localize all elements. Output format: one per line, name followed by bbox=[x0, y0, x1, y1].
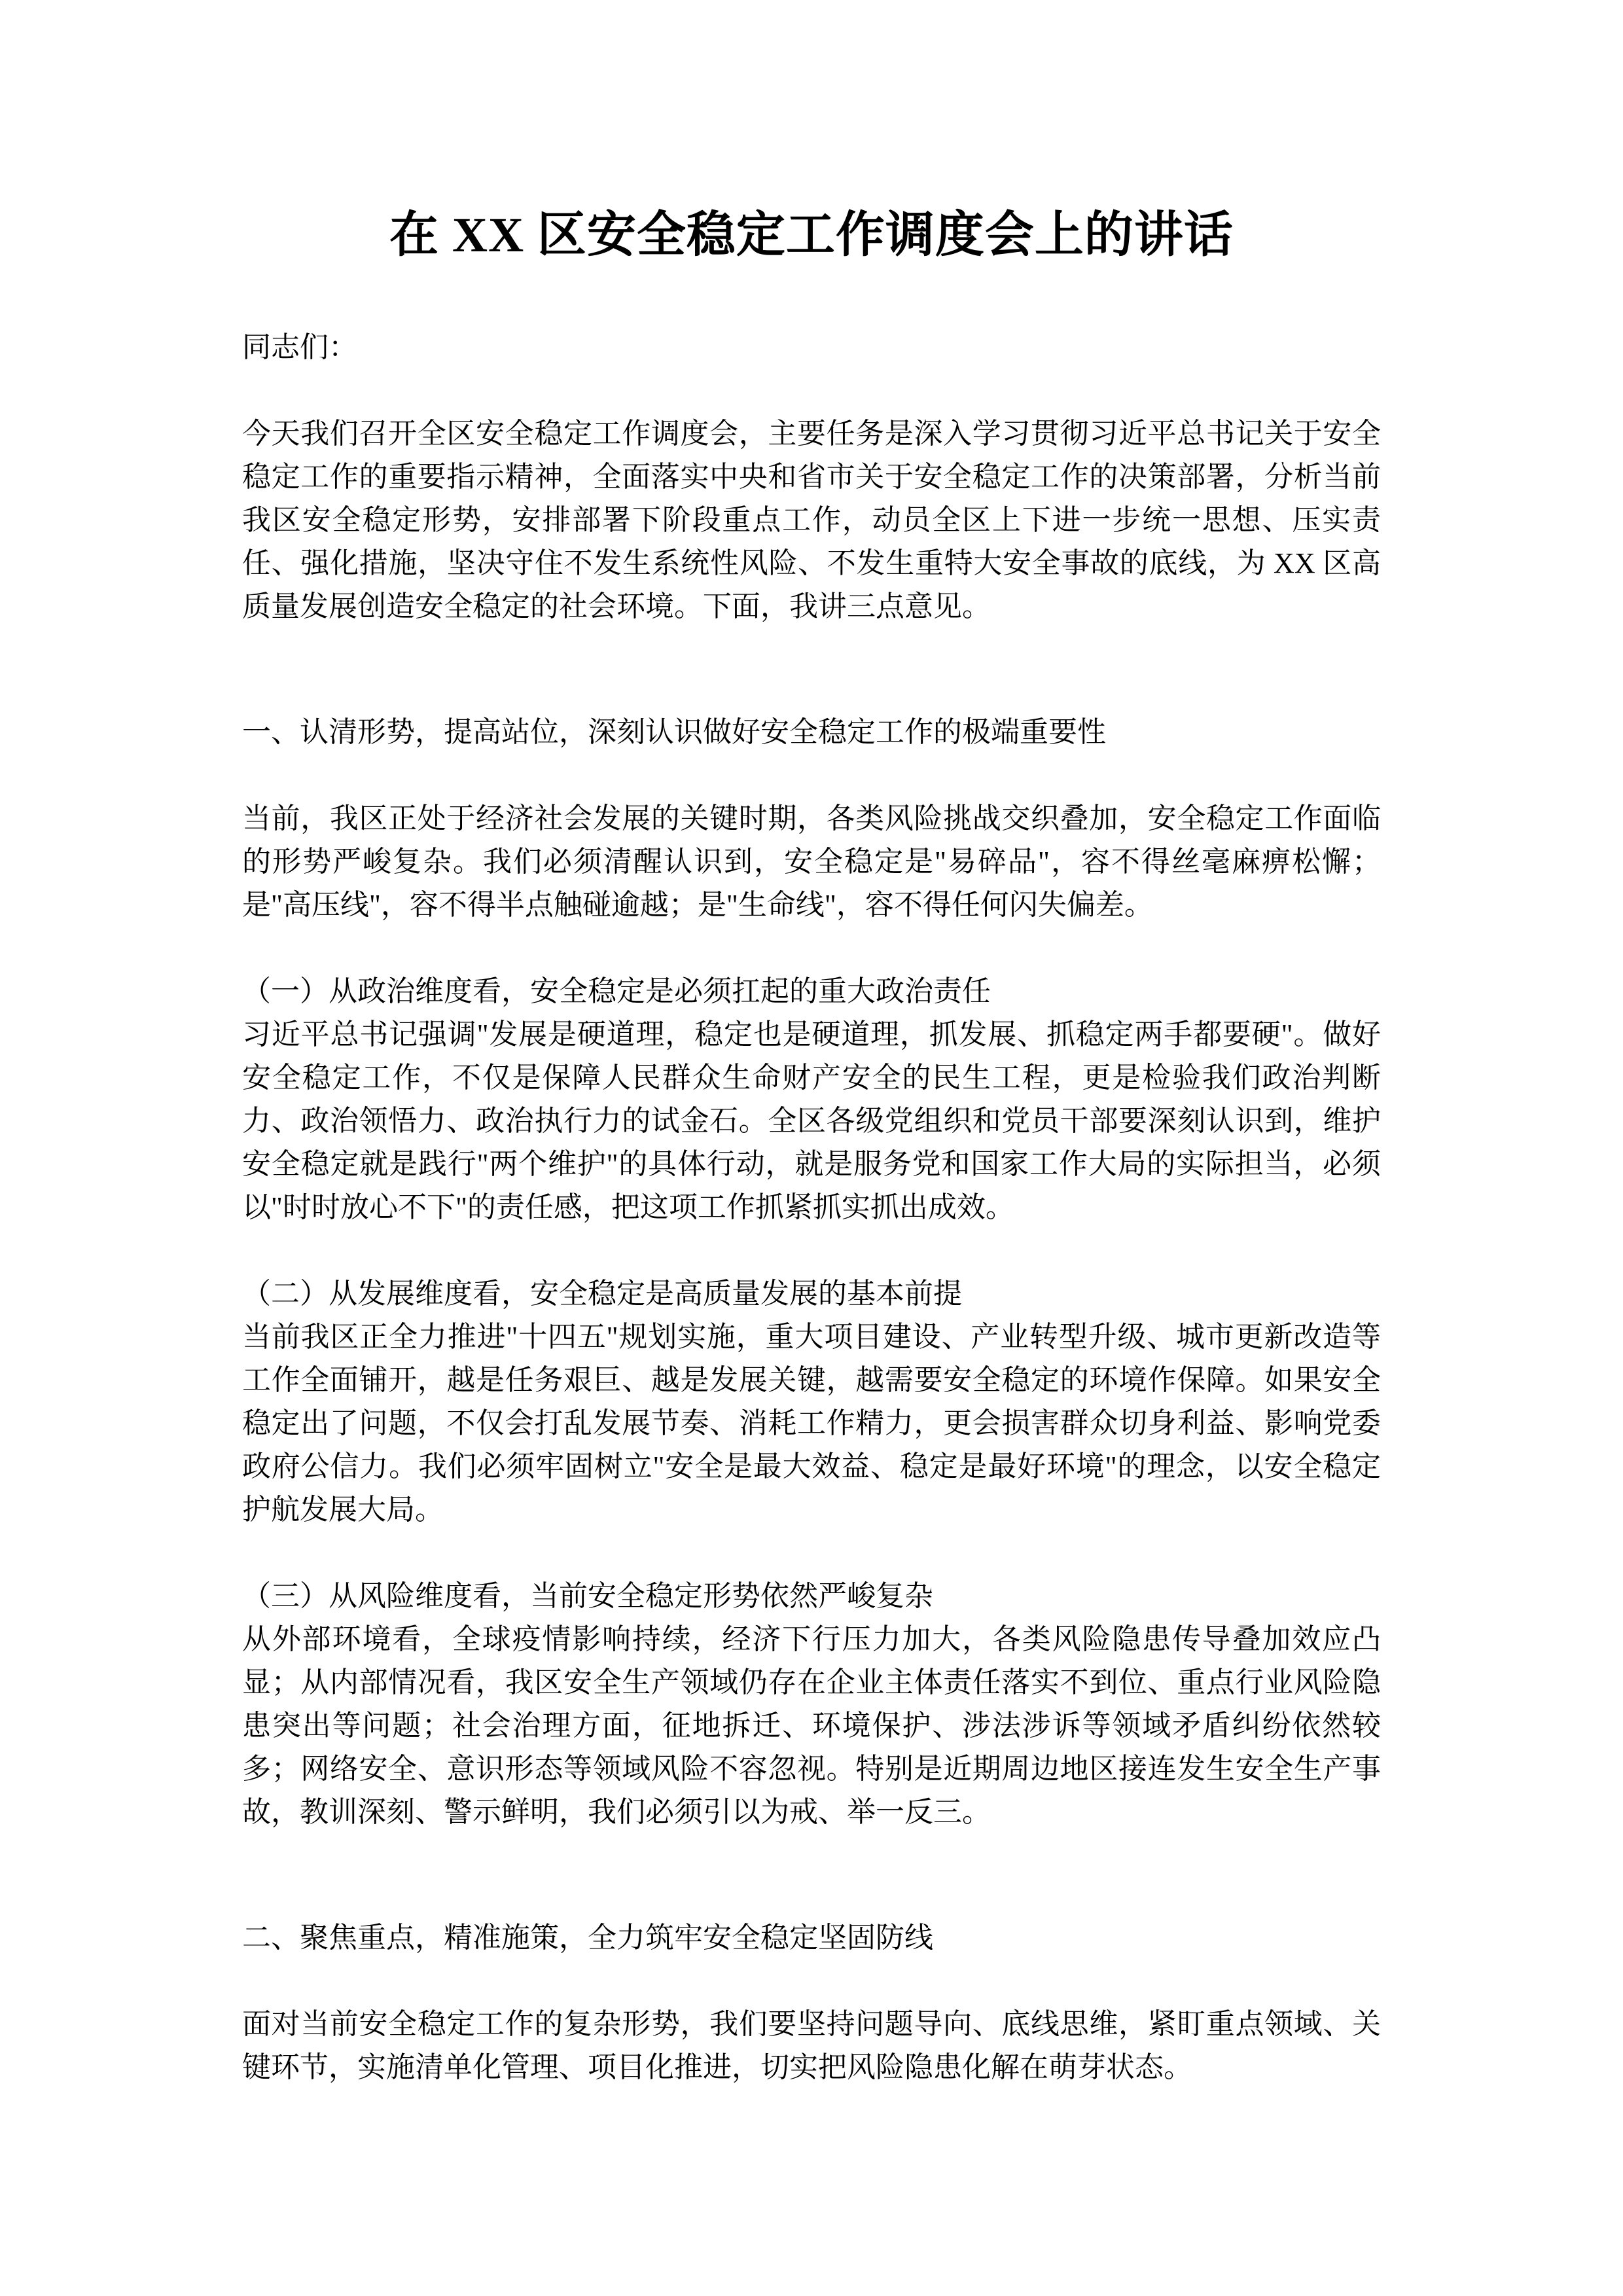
subsection-3-body: 从外部环境看，全球疫情影响持续，经济下行压力加大，各类风险隐患传导叠加效应凸显；从内部情况看，我区安全生产领域仍存在企业主体责任落实不到位、重点行业风险隐患突出等问题；社会治理方面，征地拆迁、环境保护、涉法涉诉等领域矛盾纠纷依然较多；网络安全、意识形态等领域风险不容忽视。特别是近期周边地区接连发生安全生产事故，教训深刻、警示鲜明，我们必须引以为戒、举一反三。 bbox=[242, 1623, 1381, 1828]
document-title: 在 XX 区安全稳定工作调度会上的讲话 bbox=[389, 208, 1234, 262]
subsection-3-heading: （三）从风险维度看，当前安全稳定形势依然严峻复杂 bbox=[242, 1580, 933, 1612]
salutation: 同志们： bbox=[242, 331, 357, 363]
section-1-lead-paragraph: 当前，我区正处于经济社会发展的关键时期，各类风险挑战交织叠加，安全稳定工作面临的形势严峻复杂。我们必须清醒认识到，安全稳定是"易碎品"，容不得丝毫麻痹松懈；是"高压线"，容不得半点触碰逾越；是"生命线"，容不得任何闪失偏差。 bbox=[242, 802, 1381, 921]
section-2-lead-paragraph: 面对当前安全稳定工作的复杂形势，我们要坚持问题导向、底线思维，紧盯重点领域、关键环节，实施清单化管理、项目化推进，切实把风险隐患化解在萌芽状态。 bbox=[242, 2008, 1381, 2083]
section-2-heading: 二、聚焦重点，精准施策，全力筑牢安全稳定坚固防线 bbox=[242, 1922, 933, 1954]
intro-paragraph: 今天我们召开全区安全稳定工作调度会，主要任务是深入学习贯彻习近平总书记关于安全稳定工作的重要指示精神，全面落实中央和省市关于安全稳定工作的决策部署，分析当前我区安全稳定形势，安排部署下阶段重点工作，动员全区上下进一步统一思想、压实责任、强化措施，坚决守住不发生系统性风险、不发生重特大安全事故的底线，为 XX 区高质量发展创造安全稳定的社会环境。下面，我讲三点意见。 bbox=[242, 418, 1381, 622]
subsection-2-heading: （二）从发展维度看，安全稳定是高质量发展的基本前提 bbox=[242, 1278, 962, 1310]
section-1-subsection-3 bbox=[242, 1575, 1381, 1834]
section-1-heading: 一、认清形势，提高站位，深刻认识做好安全稳定工作的极端重要性 bbox=[242, 716, 1106, 748]
subsection-1-body: 习近平总书记强调"发展是硬道理，稳定也是硬道理，抓发展、抓稳定两手都要硬"。做好安全稳定工作，不仅是保障人民群众生命财产安全的民生工程，更是检验我们政治判断力、政治领悟力、政治执行力的试金石。全区各级党组织和党员干部要深刻认识到，维护安全稳定就是践行"两个维护"的具体行动，就是服务党和国家工作大局的实际担当，必须以"时时放心不下"的责任感，把这项工作抓紧抓实抓出成效。 bbox=[242, 1018, 1381, 1223]
subsection-1-heading: （一）从政治维度看，安全稳定是必须扛起的重大政治责任 bbox=[242, 975, 991, 1007]
subsection-2-body: 当前我区正全力推进"十四五"规划实施，重大项目建设、产业转型升级、城市更新改造等工作全面铺开，越是任务艰巨、越是发展关键，越需要安全稳定的环境作保障。如果安全稳定出了问题，不仅会打乱发展节奏、消耗工作精力，更会损害群众切身利益、影响党委政府公信力。我们必须牢固树立"安全是最大效益、稳定是最好环境"的理念，以安全稳定护航发展大局。 bbox=[242, 1321, 1381, 1526]
section-1-subsection-2 bbox=[242, 1272, 1381, 1532]
section-1-subsection-1 bbox=[242, 970, 1381, 1229]
